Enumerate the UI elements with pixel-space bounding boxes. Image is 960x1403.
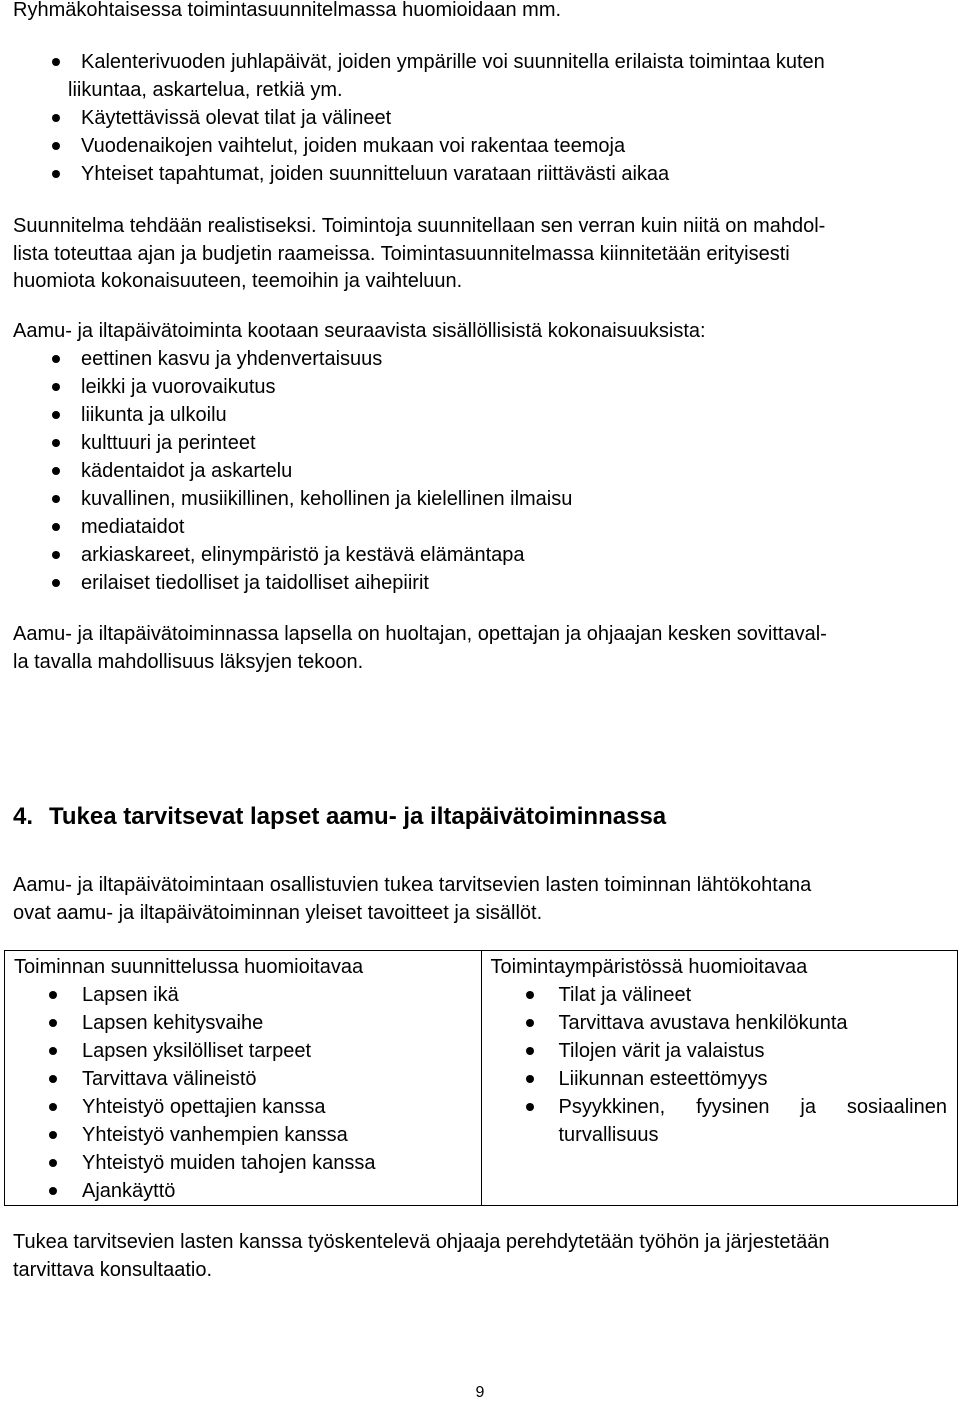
- paragraph-line: tarvittava konsultaatio.: [13, 1259, 212, 1281]
- paragraph-line: lista toteuttaa ajan ja budjetin raameissa. Toimintasuunnitelmassa kiinnitetään erityisesti: [13, 243, 790, 265]
- list-item: [13, 569, 572, 597]
- list-item: [13, 541, 572, 569]
- bullet-icon: [49, 1047, 57, 1055]
- bullet-icon: [52, 114, 60, 122]
- list-item: [13, 160, 825, 188]
- bullet-icon: [52, 355, 60, 363]
- planning-considerations-list: [5, 981, 481, 1205]
- section-number: 4.: [13, 803, 34, 830]
- list-item-text: Yhteistyö vanhempien kanssa: [82, 1124, 348, 1146]
- list-item-text: Liikunnan esteettömyys: [558, 1068, 768, 1090]
- intro-line: Ryhmäkohtaisessa toimintasuunnitelmassa huomioidaan mm.: [13, 0, 562, 21]
- list-item: [13, 485, 572, 513]
- column-header: Toimintaympäristössä huomioitavaa: [490, 956, 808, 978]
- bullet-icon: [49, 991, 57, 999]
- list-item-text: Tilojen värit ja valaistus: [558, 1040, 765, 1062]
- bullet-icon: [52, 170, 60, 178]
- list-item: [13, 401, 572, 429]
- list-item: [5, 981, 481, 1009]
- bullet-icon: [526, 1047, 534, 1055]
- list-item: [482, 1009, 958, 1037]
- bullet-icon: [52, 439, 60, 447]
- bullet-icon: [49, 1103, 57, 1111]
- list-item-text: mediataidot: [81, 516, 185, 538]
- list-item-text: leikki ja vuorovaikutus: [81, 376, 276, 398]
- list-item-text: Lapsen yksilölliset tarpeet: [82, 1040, 312, 1062]
- bullet-icon: [526, 1103, 534, 1111]
- bullet-icon: [49, 1019, 57, 1027]
- paragraph-line: huomiota kokonaisuuteen, teemoihin ja vaihteluun.: [13, 270, 463, 292]
- table-row: [5, 951, 958, 1206]
- list-item-text: Kalenterivuoden juhlapäivät, joiden ympärille voi suunnitella erilaista toimintaa kuten: [81, 51, 825, 73]
- list-item: [5, 1121, 481, 1149]
- list-item: [5, 1065, 481, 1093]
- bullet-icon: [52, 411, 60, 419]
- paragraph-line: ovat aamu- ja iltapäivätoiminnan yleiset tavoitteet ja sisällöt.: [13, 902, 543, 924]
- list-item: [482, 1037, 958, 1065]
- list-item: [13, 345, 572, 373]
- list-item: [13, 513, 572, 541]
- list-item: [13, 457, 572, 485]
- list-item-text: Tarvittava avustava henkilökunta: [558, 1012, 848, 1034]
- bullet-icon: [49, 1131, 57, 1139]
- list-item: [13, 48, 825, 76]
- section-heading: [13, 801, 666, 833]
- list-item-text: kädentaidot ja askartelu: [81, 460, 293, 482]
- list-item-text: kuvallinen, musiikillinen, kehollinen ja kielellinen ilmaisu: [81, 488, 573, 510]
- list-item: [482, 1065, 958, 1093]
- considerations-table: [4, 950, 958, 1206]
- list-item-text: Yhteistyö muiden tahojen kanssa: [82, 1152, 376, 1174]
- content-bullet-list: [13, 345, 572, 597]
- list-item-text: erilaiset tiedolliset ja taidolliset aihepiirit: [81, 572, 429, 594]
- list-item: [13, 132, 825, 160]
- list-item-text: Ajankäyttö: [82, 1180, 176, 1202]
- paragraph-line: Suunnitelma tehdään realistiseksi. Toimintoja suunnitellaan sen verran kuin niitä on mahdol-: [13, 215, 826, 237]
- paragraph-line: la tavalla mahdollisuus läksyjen tekoon.: [13, 651, 364, 673]
- list-item: [5, 1149, 481, 1177]
- list-item: [13, 373, 572, 401]
- list-item-text: Tilat ja välineet: [558, 984, 692, 1006]
- bullet-icon: [526, 1075, 534, 1083]
- page-number: 9: [475, 1384, 485, 1401]
- paragraph-line: Tukea tarvitsevien lasten kanssa työskentelevä ohjaaja perehdytetään työhön ja järjestetään: [13, 1231, 830, 1253]
- list-item-text: Psyykkinen, fyysinen ja sosiaalinen turvallisuus: [558, 1096, 947, 1146]
- list-item-continuation: [13, 76, 825, 104]
- list-item-text: Käytettävissä olevat tilat ja välineet: [81, 107, 392, 129]
- bullet-icon: [49, 1187, 57, 1195]
- bullet-icon: [52, 551, 60, 559]
- list-item-text: Vuodenaikojen vaihtelut, joiden mukaan voi rakentaa teemoja: [81, 135, 626, 157]
- table-cell-planning: [5, 951, 482, 1206]
- bullet-icon: [52, 467, 60, 475]
- list-item-text: Lapsen ikä: [82, 984, 179, 1006]
- list-item: [5, 1093, 481, 1121]
- list-item-text: Yhteiset tapahtumat, joiden suunnitteluun varataan riittävästi aikaa: [81, 163, 670, 185]
- environment-considerations-list: [482, 981, 958, 1149]
- list-item-text: arkiaskareet, elinympäristö ja kestävä elämäntapa: [81, 544, 525, 566]
- list-item: [5, 1037, 481, 1065]
- list-item-text: Lapsen kehitysvaihe: [82, 1012, 264, 1034]
- list-item: [5, 1177, 481, 1205]
- list-item: [5, 1009, 481, 1037]
- list-item-text: Yhteistyö opettajien kanssa: [82, 1096, 326, 1118]
- list-item: [13, 429, 572, 457]
- list-item-text: Tarvittava välineistö: [82, 1068, 257, 1090]
- section-title: Tukea tarvitsevat lapset aamu- ja iltapäivätoiminnassa: [49, 803, 667, 830]
- list-item: [482, 981, 958, 1009]
- list-item: [482, 1093, 958, 1149]
- list-item-text: liikunta ja ulkoilu: [81, 404, 227, 426]
- table-cell-environment: [481, 951, 958, 1206]
- list-item: [13, 104, 825, 132]
- planning-bullet-list: [13, 48, 825, 188]
- list-item-text: kulttuuri ja perinteet: [81, 432, 256, 454]
- bullet-icon: [52, 383, 60, 391]
- bullet-icon: [52, 142, 60, 150]
- paragraph-line: Aamu- ja iltapäivätoimintaan osallistuvien tukea tarvitsevien lasten toiminnan lähtökohtana: [13, 874, 812, 896]
- content-intro: Aamu- ja iltapäivätoiminta kootaan seuraavista sisällöllisistä kokonaisuuksista:: [13, 320, 706, 342]
- bullet-icon: [526, 1019, 534, 1027]
- list-item-text: eettinen kasvu ja yhdenvertaisuus: [81, 348, 383, 370]
- bullet-icon: [52, 523, 60, 531]
- bullet-icon: [52, 58, 60, 66]
- bullet-icon: [52, 579, 60, 587]
- list-item-text: liikuntaa, askartelua, retkiä ym.: [68, 79, 343, 101]
- paragraph-line: Aamu- ja iltapäivätoiminnassa lapsella on huoltajan, opettajan ja ohjaajan kesken sovittaval-: [13, 623, 827, 645]
- bullet-icon: [52, 495, 60, 503]
- bullet-icon: [49, 1159, 57, 1167]
- bullet-icon: [49, 1075, 57, 1083]
- bullet-icon: [526, 991, 534, 999]
- column-header: Toiminnan suunnittelussa huomioitavaa: [14, 956, 364, 978]
